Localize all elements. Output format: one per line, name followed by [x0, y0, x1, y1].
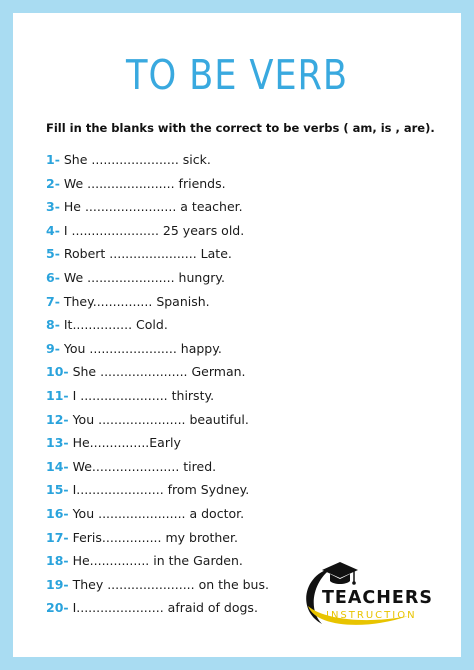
- logo-name: TEACHERS: [322, 588, 433, 608]
- exercise-list: [46, 150, 269, 622]
- item-text: You ...................... a doctor.: [72, 505, 245, 521]
- item-text: Robert ...................... Late.: [63, 246, 232, 262]
- item-text: Feris............... my brother.: [72, 529, 238, 545]
- item-number: 6-: [46, 269, 60, 285]
- item-text: It............... Cold.: [63, 317, 168, 333]
- item-text: We...................... tired.: [72, 458, 217, 474]
- item-text: She ...................... German.: [72, 364, 246, 380]
- item-number: 11-: [46, 387, 69, 403]
- graduation-cap-icon: [320, 560, 360, 588]
- instructions: Fill in the blanks with the correct to be verbs ( am, is , are).: [46, 121, 435, 135]
- item-number: 8-: [46, 317, 60, 333]
- exercise-item: [46, 197, 269, 221]
- exercise-item: [46, 268, 269, 292]
- item-text: You ...................... happy.: [63, 340, 222, 356]
- item-number: 20-: [46, 600, 69, 616]
- exercise-item: [46, 362, 269, 386]
- item-text: She ...................... sick.: [63, 152, 211, 167]
- item-number: 3-: [46, 199, 60, 215]
- exercise-item: [46, 457, 269, 481]
- item-number: 5-: [46, 246, 60, 262]
- exercise-item: [46, 480, 269, 504]
- item-text: They ...................... on the bus.: [72, 576, 269, 592]
- exercise-item: [46, 244, 269, 268]
- exercise-item: [46, 221, 269, 245]
- item-text: We ...................... friends.: [63, 175, 226, 191]
- item-number: 13-: [46, 435, 69, 451]
- logo-subname: INSTRUCTION: [326, 610, 417, 621]
- item-text: They............... Spanish.: [63, 293, 210, 309]
- item-text: I...................... afraid of dogs.: [72, 600, 258, 616]
- item-text: He ....................... a teacher.: [63, 199, 243, 215]
- item-number: 12-: [46, 411, 69, 427]
- item-text: He...............Early: [72, 435, 181, 451]
- exercise-item: [46, 528, 269, 552]
- item-number: 10-: [46, 364, 69, 380]
- item-number: 16-: [46, 505, 69, 521]
- item-text: You ...................... beautiful.: [72, 411, 249, 427]
- item-text: I...................... from Sydney.: [72, 482, 250, 498]
- item-number: 1-: [46, 152, 60, 167]
- exercise-item: [46, 386, 269, 410]
- item-number: 18-: [46, 553, 69, 569]
- item-text: I ...................... 25 years old.: [63, 222, 245, 238]
- exercise-item: [46, 150, 269, 174]
- exercise-item: [46, 339, 269, 363]
- item-text: We ...................... hungry.: [63, 269, 225, 285]
- item-number: 4-: [46, 222, 60, 238]
- item-number: 9-: [46, 340, 60, 356]
- teachers-instruction-logo: [298, 558, 448, 628]
- exercise-item: [46, 315, 269, 339]
- item-number: 2-: [46, 175, 60, 191]
- item-number: 14-: [46, 458, 69, 474]
- exercise-item: [46, 575, 269, 599]
- exercise-item: [46, 410, 269, 434]
- exercise-item: [46, 504, 269, 528]
- exercise-item: [46, 598, 269, 622]
- exercise-item: [46, 433, 269, 457]
- item-number: 7-: [46, 293, 60, 309]
- item-number: 15-: [46, 482, 69, 498]
- exercise-item: [46, 551, 269, 575]
- exercise-item: [46, 174, 269, 198]
- page-title: TO BE VERB: [126, 51, 348, 99]
- exercise-item: [46, 292, 269, 316]
- item-text: He............... in the Garden.: [72, 553, 243, 569]
- item-number: 19-: [46, 576, 69, 592]
- item-text: I ...................... thirsty.: [72, 387, 215, 403]
- item-number: 17-: [46, 529, 69, 545]
